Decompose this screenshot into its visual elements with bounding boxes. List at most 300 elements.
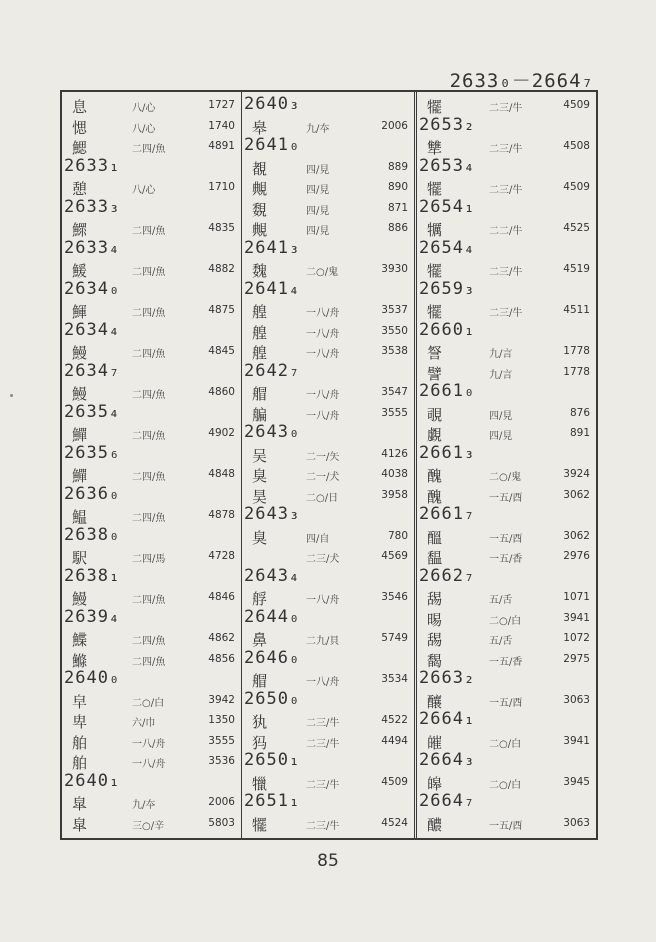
entry-radical: 一五/香 bbox=[489, 656, 523, 668]
index-entry bbox=[62, 793, 241, 814]
index-code-heading bbox=[242, 137, 414, 158]
entry-number: 4848 bbox=[208, 468, 235, 480]
index-code-heading bbox=[242, 278, 414, 302]
entry-character: 皞 bbox=[427, 774, 443, 793]
four-corner-code: 2650₁ bbox=[244, 750, 301, 770]
index-entry bbox=[242, 260, 414, 281]
index-code-heading bbox=[62, 770, 241, 794]
entry-radical: 一五/香 bbox=[489, 554, 523, 565]
entry-character: 鰓 bbox=[72, 139, 88, 157]
index-entry bbox=[62, 650, 241, 671]
entry-radical: 一八/舟 bbox=[306, 677, 340, 688]
entry-character: 鰻 bbox=[72, 590, 88, 608]
four-corner-code: 2661₇ bbox=[419, 504, 476, 524]
index-entry bbox=[242, 445, 414, 466]
entry-character: 舓 bbox=[427, 590, 443, 608]
index-entry bbox=[242, 219, 414, 240]
index-entry bbox=[417, 629, 596, 650]
entry-character: 艑 bbox=[252, 405, 268, 424]
entry-character: 犤 bbox=[427, 180, 443, 198]
index-code-heading bbox=[417, 506, 596, 527]
entry-character: 卑 bbox=[72, 713, 88, 731]
entry-character: 鱓 bbox=[72, 467, 88, 485]
index-code-heading bbox=[242, 688, 414, 712]
index-entry bbox=[62, 732, 241, 753]
index-entry bbox=[62, 588, 241, 609]
entry-radical: 八/心 bbox=[132, 123, 156, 135]
index-code-heading bbox=[417, 237, 596, 261]
index-entry bbox=[62, 178, 241, 199]
index-column-1 bbox=[62, 92, 241, 838]
four-corner-code: 2643₀ bbox=[244, 422, 301, 442]
entry-radical: 四/見 bbox=[489, 410, 513, 422]
four-corner-code: 2654₄ bbox=[419, 237, 476, 258]
index-table bbox=[60, 90, 598, 840]
index-code-heading bbox=[62, 237, 241, 261]
entry-character: 犱 bbox=[252, 713, 268, 731]
entry-radical: 一八/舟 bbox=[306, 595, 340, 606]
entry-number: 3941 bbox=[563, 734, 590, 747]
entry-radical: 九/夲 bbox=[132, 800, 156, 811]
entry-character: 醞 bbox=[427, 528, 443, 547]
entry-radical: 一五/酉 bbox=[489, 492, 523, 504]
index-entry bbox=[417, 342, 596, 363]
entry-character: 覥 bbox=[252, 221, 268, 239]
entry-character: 醜 bbox=[427, 467, 443, 485]
entry-radical: 二四/馬 bbox=[132, 554, 166, 565]
four-corner-code: 2654₁ bbox=[419, 196, 476, 217]
entry-radical: 四/自 bbox=[306, 533, 330, 545]
entry-character: 覗 bbox=[427, 405, 443, 424]
index-code-heading bbox=[417, 793, 596, 814]
index-column-2 bbox=[241, 92, 414, 838]
entry-number: 5749 bbox=[381, 632, 408, 644]
index-code-heading bbox=[62, 565, 241, 589]
index-code-heading bbox=[62, 278, 241, 302]
index-entry bbox=[417, 363, 596, 384]
entry-number: 4509 bbox=[563, 99, 590, 111]
entry-radical: 一五/酉 bbox=[489, 697, 523, 709]
index-entry bbox=[242, 773, 414, 794]
four-corner-code: 2640₁ bbox=[64, 770, 121, 791]
entry-character: 昊 bbox=[252, 487, 268, 506]
index-code-heading bbox=[417, 565, 596, 589]
entry-radical: 一八/舟 bbox=[132, 738, 166, 750]
index-entry bbox=[242, 670, 414, 691]
entry-number: 1727 bbox=[208, 99, 235, 111]
entry-number: 4524 bbox=[381, 816, 408, 829]
entry-character: 醲 bbox=[427, 815, 443, 834]
index-code-heading bbox=[417, 319, 596, 343]
entry-number: 3945 bbox=[563, 775, 590, 788]
entry-number: 3958 bbox=[381, 488, 408, 501]
entry-number: 3534 bbox=[381, 673, 408, 685]
entry-radical: 二三/牛 bbox=[489, 103, 523, 114]
entry-character: 覥 bbox=[252, 180, 268, 198]
entry-radical: 二○/白 bbox=[489, 738, 522, 750]
entry-number: 4860 bbox=[208, 386, 235, 398]
entry-radical: 五/舌 bbox=[489, 636, 513, 647]
entry-number: 3555 bbox=[381, 406, 408, 419]
entry-number: 3063 bbox=[563, 816, 590, 829]
index-code-heading bbox=[417, 442, 596, 466]
entry-character: 皋 bbox=[252, 118, 268, 137]
entry-radical: 二三/牛 bbox=[489, 144, 523, 155]
entry-number: 4525 bbox=[563, 222, 590, 234]
four-corner-code: 2663₂ bbox=[419, 668, 476, 688]
index-entry bbox=[417, 260, 596, 281]
entry-radical: 八/心 bbox=[132, 185, 156, 196]
entry-radical: 二○/白 bbox=[489, 615, 522, 627]
entry-character: 艎 bbox=[252, 303, 268, 321]
index-code-heading bbox=[242, 424, 414, 445]
four-corner-code: 2653₂ bbox=[419, 114, 476, 135]
entry-number: 3930 bbox=[381, 263, 408, 275]
entry-number: 3924 bbox=[563, 468, 590, 480]
entry-character: 犤 bbox=[427, 262, 443, 280]
index-code-heading bbox=[62, 319, 241, 343]
index-entry bbox=[62, 342, 241, 363]
entry-radical: 二二/牛 bbox=[489, 226, 523, 237]
index-column-3 bbox=[414, 92, 596, 838]
entry-character: 息 bbox=[72, 98, 88, 116]
entry-radical: 二四/魚 bbox=[132, 144, 166, 155]
entry-radical: 二三/牛 bbox=[306, 738, 340, 750]
entry-radical: 二四/魚 bbox=[132, 595, 166, 606]
entry-radical: 二三/牛 bbox=[306, 779, 340, 791]
entry-radical: 二三/犬 bbox=[306, 554, 340, 565]
index-entry bbox=[62, 301, 241, 322]
entry-character: 犤 bbox=[427, 98, 443, 116]
four-corner-code: 2634₄ bbox=[64, 319, 121, 340]
entry-character: 犸 bbox=[252, 733, 268, 752]
index-entry bbox=[417, 404, 596, 425]
entry-character: 艒 bbox=[252, 672, 268, 690]
index-entry bbox=[242, 588, 414, 609]
index-code-heading bbox=[242, 606, 414, 630]
page-number: 85 bbox=[317, 851, 339, 871]
entry-radical: 九/夲 bbox=[306, 123, 330, 135]
four-corner-code: 2651₁ bbox=[244, 791, 301, 811]
entry-number: 891 bbox=[569, 427, 590, 439]
index-code-heading bbox=[417, 155, 596, 179]
entry-radical: 四/見 bbox=[489, 431, 513, 442]
entry-radical: 九/言 bbox=[489, 349, 513, 360]
four-corner-code: 2644₀ bbox=[244, 606, 301, 627]
index-entry bbox=[417, 650, 596, 671]
index-code-heading bbox=[242, 565, 414, 589]
entry-radical: 一八/舟 bbox=[132, 759, 166, 770]
index-entry bbox=[242, 732, 414, 753]
entry-radical: 二一/犬 bbox=[306, 472, 340, 483]
index-entry bbox=[417, 301, 596, 322]
index-entry bbox=[417, 691, 596, 712]
entry-character: 譬 bbox=[427, 364, 443, 383]
entry-radical: 二九/貝 bbox=[306, 636, 340, 647]
entry-number: 4862 bbox=[208, 632, 235, 644]
index-entry bbox=[62, 260, 241, 281]
entry-character: 鰈 bbox=[72, 631, 88, 649]
entry-number: 2006 bbox=[208, 796, 235, 808]
entry-number: 1740 bbox=[208, 119, 235, 132]
entry-radical: 一八/舟 bbox=[306, 308, 340, 319]
entry-number: 3550 bbox=[381, 324, 408, 337]
index-entry bbox=[62, 711, 241, 732]
index-entry bbox=[242, 527, 414, 548]
entry-character: 臭 bbox=[252, 467, 268, 485]
index-entry bbox=[417, 96, 596, 117]
index-code-heading bbox=[62, 606, 241, 630]
entry-number: 3547 bbox=[381, 386, 408, 398]
four-corner-code: 2660₁ bbox=[419, 319, 476, 340]
entry-character: 駅 bbox=[72, 549, 88, 567]
entry-number: 4508 bbox=[563, 140, 590, 152]
entry-character: 鰛 bbox=[72, 508, 88, 526]
index-code-heading bbox=[62, 442, 241, 466]
entry-number: 876 bbox=[569, 406, 590, 419]
entry-radical: 二一/矢 bbox=[306, 451, 340, 463]
entry-number: 871 bbox=[387, 201, 408, 214]
entry-character: 醜 bbox=[427, 487, 443, 506]
four-corner-code: 2659₃ bbox=[419, 278, 476, 299]
entry-radical: 二四/魚 bbox=[132, 513, 166, 524]
index-entry bbox=[417, 137, 596, 158]
four-corner-code: 2662₇ bbox=[419, 565, 476, 586]
entry-radical: 一八/舟 bbox=[306, 410, 340, 422]
four-corner-code: 2653₄ bbox=[419, 155, 476, 176]
entry-number: 4038 bbox=[381, 468, 408, 480]
entry-radical: 二四/魚 bbox=[132, 390, 166, 401]
entry-number: 1350 bbox=[208, 714, 235, 726]
entry-number: 780 bbox=[387, 529, 408, 542]
index-entry bbox=[242, 465, 414, 486]
entry-radical: 三○/辛 bbox=[132, 820, 165, 832]
index-code-heading bbox=[62, 483, 241, 507]
four-corner-code: 2641₃ bbox=[244, 237, 301, 258]
entry-radical: 二○/鬼 bbox=[306, 267, 339, 278]
index-code-heading bbox=[417, 711, 596, 732]
index-entry bbox=[62, 383, 241, 404]
entry-radical: 一五/酉 bbox=[489, 533, 523, 545]
entry-character: 艎 bbox=[252, 344, 268, 362]
index-entry bbox=[242, 383, 414, 404]
entry-character: 鰻 bbox=[72, 385, 88, 403]
entry-number: 4511 bbox=[563, 304, 590, 316]
entry-number: 1778 bbox=[563, 365, 590, 378]
four-corner-code: 2639₄ bbox=[64, 606, 121, 627]
entry-character: 鰀 bbox=[72, 262, 88, 280]
index-entry bbox=[417, 424, 596, 445]
entry-character: 鰥 bbox=[72, 221, 88, 239]
entry-character: 覣 bbox=[252, 200, 268, 219]
index-code-heading bbox=[417, 196, 596, 220]
page-range-header: 2633₀－2664₇ bbox=[449, 70, 594, 92]
four-corner-code: 2633₃ bbox=[64, 196, 121, 217]
entry-number: 889 bbox=[387, 160, 408, 173]
entry-radical: 二○/日 bbox=[306, 492, 339, 504]
entry-number: 3555 bbox=[208, 734, 235, 747]
entry-character: 艎 bbox=[252, 323, 268, 342]
index-entry bbox=[242, 404, 414, 425]
entry-number: 4509 bbox=[381, 775, 408, 788]
entry-number: 3941 bbox=[563, 611, 590, 624]
entry-number: 4902 bbox=[208, 427, 235, 439]
entry-radical: 六/巾 bbox=[132, 718, 156, 729]
entry-character: 皁 bbox=[72, 692, 88, 711]
entry-number: 1778 bbox=[563, 345, 590, 357]
entry-number: 5803 bbox=[208, 816, 235, 829]
four-corner-code: 2636₀ bbox=[64, 483, 121, 504]
entry-number: 3546 bbox=[381, 591, 408, 603]
index-entry bbox=[242, 711, 414, 732]
entry-character: 犣 bbox=[252, 774, 268, 793]
index-entry bbox=[242, 178, 414, 199]
index-entry bbox=[417, 547, 596, 568]
entry-character: 皠 bbox=[427, 733, 443, 752]
index-code-heading bbox=[417, 278, 596, 302]
index-entry bbox=[417, 527, 596, 548]
index-code-heading bbox=[62, 524, 241, 548]
four-corner-code: 2633₁ bbox=[64, 155, 121, 176]
index-entry bbox=[62, 506, 241, 527]
entry-number: 4856 bbox=[208, 652, 235, 665]
entry-number: 4878 bbox=[208, 509, 235, 521]
index-entry bbox=[62, 465, 241, 486]
index-entry bbox=[62, 117, 241, 138]
entry-number: 4519 bbox=[563, 263, 590, 275]
four-corner-code: 2635₆ bbox=[64, 442, 121, 463]
entry-number: 1071 bbox=[563, 591, 590, 603]
index-code-heading bbox=[62, 155, 241, 179]
entry-radical: 二○/白 bbox=[489, 779, 522, 791]
index-entry bbox=[417, 219, 596, 240]
entry-character: 犡 bbox=[427, 221, 443, 239]
entry-number: 4569 bbox=[381, 550, 408, 562]
four-corner-code: 2638₁ bbox=[64, 565, 121, 586]
entry-character: 皐 bbox=[72, 815, 88, 834]
entry-radical: 四/見 bbox=[306, 205, 330, 217]
entry-radical: 二四/魚 bbox=[132, 267, 166, 278]
four-corner-code: 2633₄ bbox=[64, 237, 121, 258]
entry-number: 4126 bbox=[381, 447, 408, 460]
four-corner-code: 2661₀ bbox=[419, 381, 476, 401]
index-entry bbox=[417, 178, 596, 199]
entry-radical: 二四/魚 bbox=[132, 349, 166, 360]
entry-character: 鰻 bbox=[72, 344, 88, 362]
entry-character: 鯶 bbox=[72, 303, 88, 321]
entry-character: 鼻 bbox=[252, 631, 268, 649]
index-code-heading bbox=[242, 96, 414, 117]
index-code-heading bbox=[417, 752, 596, 773]
index-entry bbox=[62, 547, 241, 568]
index-entry bbox=[242, 342, 414, 363]
entry-character: 臭 bbox=[252, 528, 268, 547]
entry-number: 3537 bbox=[381, 304, 408, 316]
entry-character: 詧 bbox=[427, 344, 443, 362]
index-entry bbox=[242, 486, 414, 507]
four-corner-code: 2643₃ bbox=[244, 504, 301, 524]
entry-radical: 一八/舟 bbox=[306, 349, 340, 360]
entry-number: 890 bbox=[387, 181, 408, 193]
entry-character: 吴 bbox=[252, 446, 268, 465]
entry-number: 3942 bbox=[208, 693, 235, 706]
entry-radical: 四/見 bbox=[306, 185, 330, 196]
entry-character: 覷 bbox=[427, 426, 443, 444]
entry-radical: 二○/白 bbox=[132, 697, 165, 709]
entry-radical: 二○/鬼 bbox=[489, 472, 522, 483]
index-code-heading bbox=[62, 360, 241, 384]
entry-radical: 五/舌 bbox=[489, 595, 513, 606]
entry-character: 憩 bbox=[72, 180, 88, 198]
entry-character: 艒 bbox=[252, 385, 268, 403]
entry-character: 艀 bbox=[252, 590, 268, 608]
index-code-heading bbox=[62, 670, 241, 691]
entry-number: 4891 bbox=[208, 140, 235, 152]
index-code-heading bbox=[242, 647, 414, 671]
entry-character: 皐 bbox=[72, 795, 88, 813]
margin-dot bbox=[10, 394, 13, 397]
index-entry bbox=[417, 486, 596, 507]
four-corner-code: 2664₁ bbox=[419, 709, 476, 729]
entry-character: 釀 bbox=[427, 692, 443, 711]
index-entry bbox=[62, 424, 241, 445]
four-corner-code: 2641₀ bbox=[244, 135, 301, 155]
entry-number: 3062 bbox=[563, 488, 590, 501]
four-corner-code: 2650₀ bbox=[244, 688, 301, 709]
index-entry bbox=[417, 732, 596, 753]
entry-character: 舓 bbox=[427, 631, 443, 649]
entry-character: 覩 bbox=[252, 159, 268, 178]
entry-radical: 一五/酉 bbox=[489, 820, 523, 832]
entry-radical: 二三/牛 bbox=[489, 308, 523, 319]
entry-radical: 一八/舟 bbox=[306, 328, 340, 340]
index-entry bbox=[242, 199, 414, 220]
index-entry bbox=[62, 219, 241, 240]
index-code-heading bbox=[242, 793, 414, 814]
index-entry bbox=[242, 547, 414, 568]
index-entry bbox=[62, 691, 241, 712]
four-corner-code: 2634₇ bbox=[64, 360, 121, 381]
entry-character: 犨 bbox=[427, 139, 443, 157]
entry-character: 魏 bbox=[252, 262, 268, 280]
entry-number: 3538 bbox=[381, 345, 408, 357]
entry-number: 2006 bbox=[381, 119, 408, 132]
index-code-heading bbox=[242, 506, 414, 527]
entry-radical: 二三/牛 bbox=[306, 718, 340, 729]
entry-number: 4522 bbox=[381, 714, 408, 726]
index-entry bbox=[62, 752, 241, 773]
index-entry bbox=[242, 322, 414, 343]
four-corner-code: 2664₇ bbox=[419, 791, 476, 811]
index-entry bbox=[62, 137, 241, 158]
entry-character: 馤 bbox=[427, 651, 443, 670]
entry-radical: 二四/魚 bbox=[132, 226, 166, 237]
entry-number: 4882 bbox=[208, 263, 235, 275]
entry-character: 犤 bbox=[252, 815, 268, 834]
index-entry bbox=[417, 609, 596, 630]
entry-number: 3536 bbox=[208, 755, 235, 767]
entry-number: 3062 bbox=[563, 529, 590, 542]
index-code-heading bbox=[417, 383, 596, 404]
entry-number: 3063 bbox=[563, 693, 590, 706]
index-entry bbox=[417, 588, 596, 609]
entry-character: 鱓 bbox=[72, 426, 88, 444]
entry-radical: 二四/魚 bbox=[132, 636, 166, 647]
four-corner-code: 2640₀ bbox=[64, 668, 121, 688]
index-entry bbox=[417, 465, 596, 486]
index-entry bbox=[242, 301, 414, 322]
index-entry bbox=[242, 814, 414, 835]
